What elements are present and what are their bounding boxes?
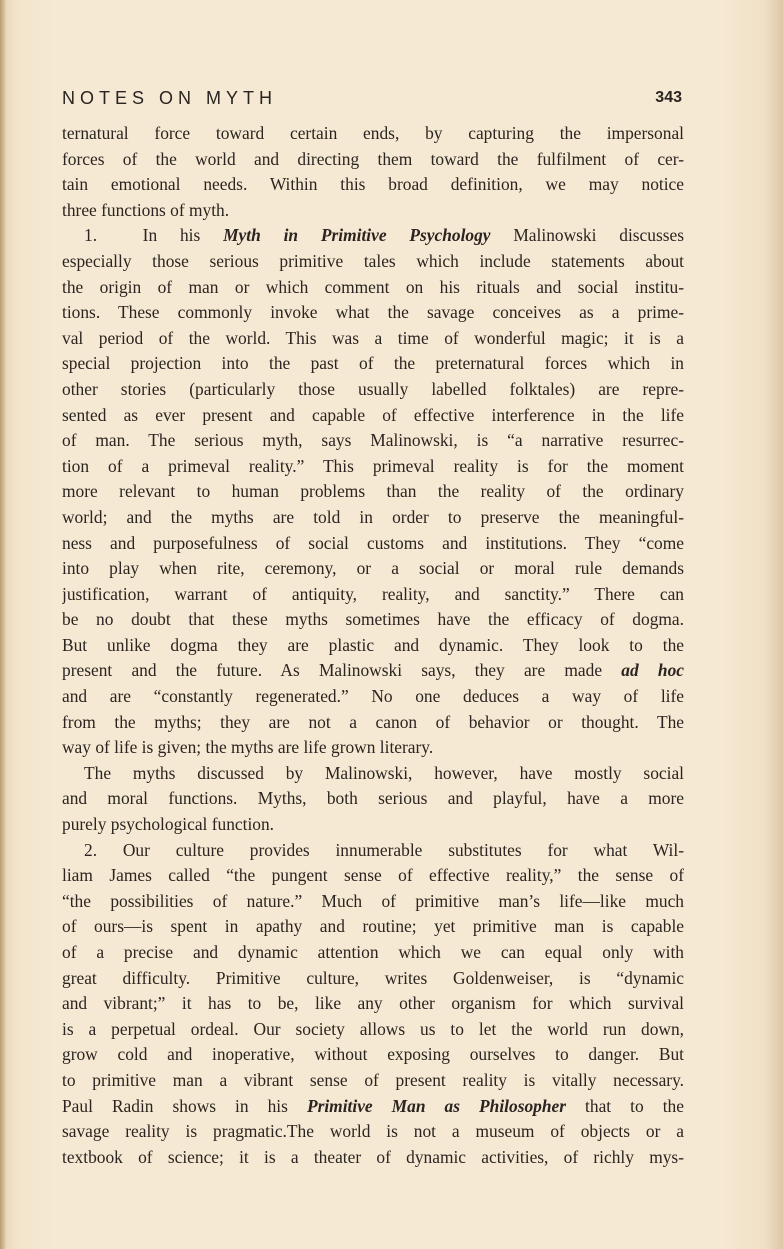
text-line: of man. The serious myth, says Malinowski, is “a narrative resurrec- (62, 430, 684, 451)
italic-title: ad hoc (621, 660, 684, 681)
text-segment: present and the future. As Malinowski says, they are made (62, 660, 622, 681)
text-line: especially those serious primitive tales which include statements about (62, 250, 684, 271)
text-line: grow cold and inoperative, without exposing ourselves to danger. But (62, 1044, 684, 1065)
text-line: of ours—is spent in apathy and routine; yet primitive man is capable (62, 916, 684, 937)
text-line: more relevant to human problems than the reality of the ordinary (62, 481, 684, 502)
text-line: into play when rite, ceremony, or a social or moral rule demands (62, 558, 684, 579)
text-line: the origin of man or which comment on his rituals and social institu- (62, 276, 684, 297)
text-line: forces of the world and directing them toward the fulfilment of cer- (62, 148, 684, 169)
text-line: and are “constantly regenerated.” No one deduces a way of life (62, 686, 684, 707)
text-line (62, 1094, 684, 1120)
text-line: of a precise and dynamic attention which we can equal only with (62, 942, 684, 962)
text-line: to primitive man a vibrant sense of present reality is vitally necessary. (62, 1069, 684, 1090)
text-line: justification, warrant of antiquity, reality, and sanctity.” There can (62, 583, 684, 604)
text-line (62, 658, 684, 684)
text-line: way of life is given; the myths are life grown literary. (62, 737, 434, 758)
text-line (62, 223, 684, 249)
italic-title: Myth in Primitive Psychology (223, 225, 491, 246)
text-line: 2. Our culture provides innumerable substitutes for what Wil- (84, 839, 684, 860)
body-text (62, 121, 684, 1170)
text-line: But unlike dogma they are plastic and dynamic. They look to the (62, 634, 684, 655)
text-line: The myths discussed by Malinowski, however, have mostly social (84, 762, 684, 783)
text-line: sented as ever present and capable of effective interference in the life (62, 404, 684, 425)
text-line: special projection into the past of the preternatural forces which in (62, 353, 684, 374)
text-line: ternatural force toward certain ends, by capturing the impersonal (62, 123, 684, 143)
text-line: be no doubt that these myths sometimes have the efficacy of dogma. (62, 609, 684, 630)
text-line: world; and the myths are told in order to preserve the meaningful- (62, 506, 684, 527)
text-line: purely psychological function. (62, 814, 275, 835)
text-line: textbook of science; it is a theater of dynamic activities, of richly mys- (62, 1146, 684, 1167)
text-line: three functions of myth. (62, 199, 230, 220)
running-header (62, 88, 682, 114)
text-line: great difficulty. Primitive culture, writes Goldenweiser, is “dynamic (62, 967, 684, 988)
page-gutter (0, 0, 6, 1249)
text-segment: Paul Radin shows in his (62, 1095, 307, 1116)
text-line: savage reality is pragmatic.The world is not a museum of objects or a (62, 1121, 684, 1142)
running-title: NOTES ON MYTH (62, 88, 278, 108)
text-line: other stories (particularly those usually labelled folktales) are repre- (62, 378, 684, 399)
text-line: tain emotional needs. Within this broad definition, we may notice (62, 174, 684, 195)
text-line: liam James called “the pungent sense of effective reality,” the sense of (62, 865, 684, 886)
text-line: and moral functions. Myths, both serious and playful, have a more (62, 788, 684, 809)
text-line: tion of a primeval reality.” This primeval reality is for the moment (62, 455, 684, 476)
text-segment: Malinowski discusses (490, 225, 684, 246)
text-line: is a perpetual ordeal. Our society allows us to let the world run down, (62, 1018, 684, 1039)
text-line: “the possibilities of nature.” Much of primitive man’s life—like much (62, 890, 684, 911)
text-segment: 1. In his (84, 225, 224, 246)
text-line: tions. These commonly invoke what the savage conceives as a prime- (62, 302, 684, 323)
italic-title: Primitive Man as Philosopher (306, 1095, 567, 1116)
page-number: 343 (655, 89, 682, 106)
text-line: and vibrant;” it has to be, like any other organism for which survival (62, 993, 684, 1014)
text-line: ness and purposefulness of social customs and institutions. They “come (62, 532, 684, 553)
text-segment: that to the (566, 1095, 684, 1116)
text-line: val period of the world. This was a time of wonderful magic; it is a (62, 327, 684, 348)
text-line: from the myths; they are not a canon of behavior or thought. The (62, 711, 684, 732)
